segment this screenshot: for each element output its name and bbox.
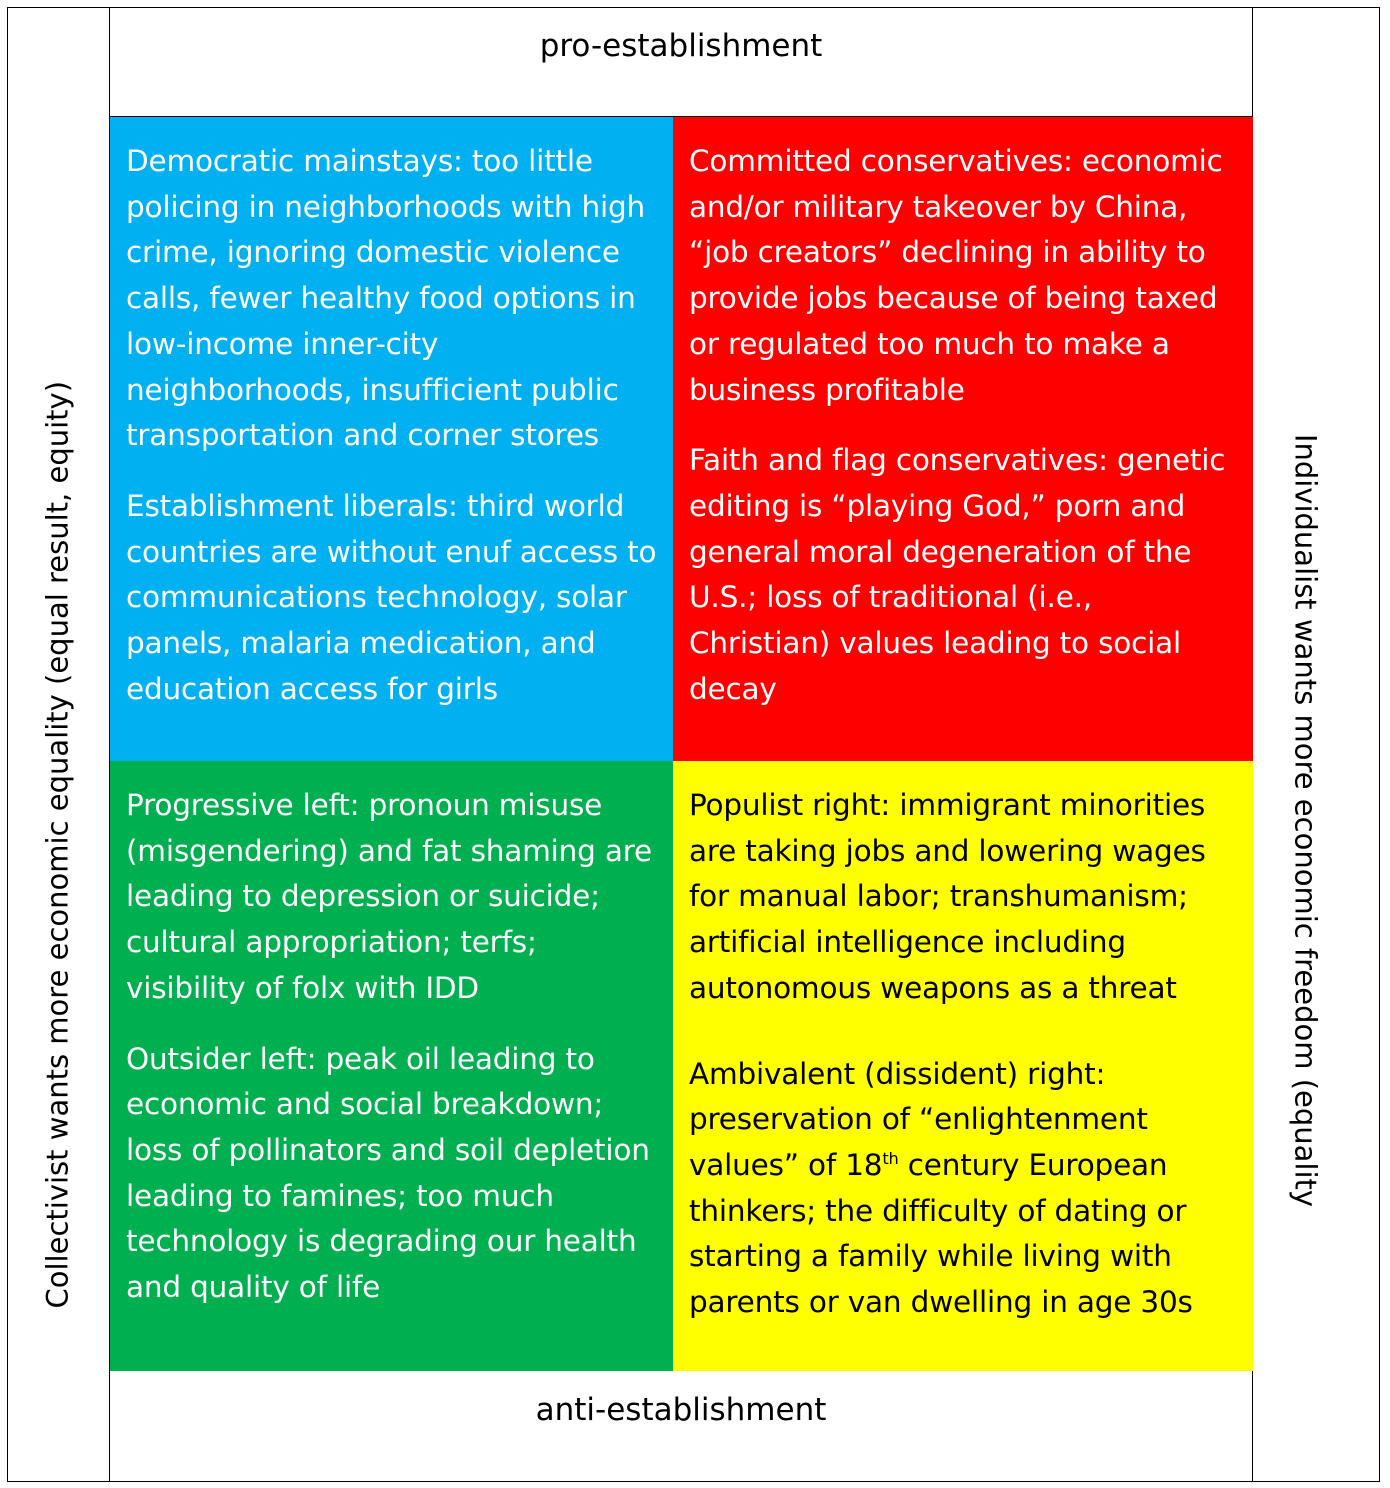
populist-right-text: Populist right: immigrant minorities are taking jobs and lowering wages for manual labor; transhumanism; artificial intelligence including autonomous weapons as a threat bbox=[689, 788, 1206, 1005]
ambivalent-right-text-end: century European thinkers; the difficulty of dating or starting a family while living with parents or van dwelling in age 30s bbox=[689, 1147, 1193, 1320]
bottom-axis-label: anti-establishment bbox=[535, 1392, 827, 1428]
quadrant-top-right bbox=[673, 117, 1253, 761]
left-axis-label: Collectivist wants more economic equality (equal result, equity) bbox=[40, 380, 75, 1309]
outsider-left-text: Outsider left: peak oil leading to economic and social breakdown; loss of pollinators and soil depletion leading to famines; too much technology is degrading our health and quality of life bbox=[126, 1041, 650, 1305]
ordinal-superscript: th bbox=[882, 1149, 899, 1169]
top-axis-label: pro-establishment bbox=[539, 28, 823, 64]
faith-and-flag-conservatives-text: Faith and flag conservatives: genetic editing is “playing God,” porn and general moral degeneration of the U.S.; loss of traditional (i.e., Christian) values leading to social decay bbox=[689, 443, 1226, 706]
ambivalent-right-text-start: Ambivalent (dissident) right: preservation of “enlightenment values” of 18 bbox=[689, 1056, 1148, 1182]
ambivalent-right-text bbox=[689, 1052, 1239, 1326]
progressive-left-text: Progressive left: pronoun misuse (misgendering) and fat shaming are leading to depression or suicide; cultural appropriation; terfs; visibility of folx with IDD bbox=[126, 788, 652, 1005]
establishment-liberals-text: Establishment liberals: third world countries are without enuf access to communications technology, solar panels, malaria medication, and education access for girls bbox=[126, 488, 657, 706]
quadrant-bottom-left bbox=[110, 761, 673, 1371]
quadrant-top-left bbox=[110, 117, 673, 761]
right-axis-label: Individualist wants more economic freedom (equality bbox=[1288, 433, 1323, 1208]
democratic-mainstays-text: Democratic mainstays: too little policing in neighborhoods with high crime, ignoring domestic violence calls, fewer healthy food options in low-income inner-city neighborhoods, insufficient public transportation and corner stores bbox=[126, 144, 646, 453]
committed-conservatives-text: Committed conservatives: economic and/or military takeover by China, “job creators” declining in ability to provide jobs because of being taxed or regulated too much to make a business profitable bbox=[689, 144, 1223, 407]
quadrant-bottom-right bbox=[673, 761, 1253, 1371]
